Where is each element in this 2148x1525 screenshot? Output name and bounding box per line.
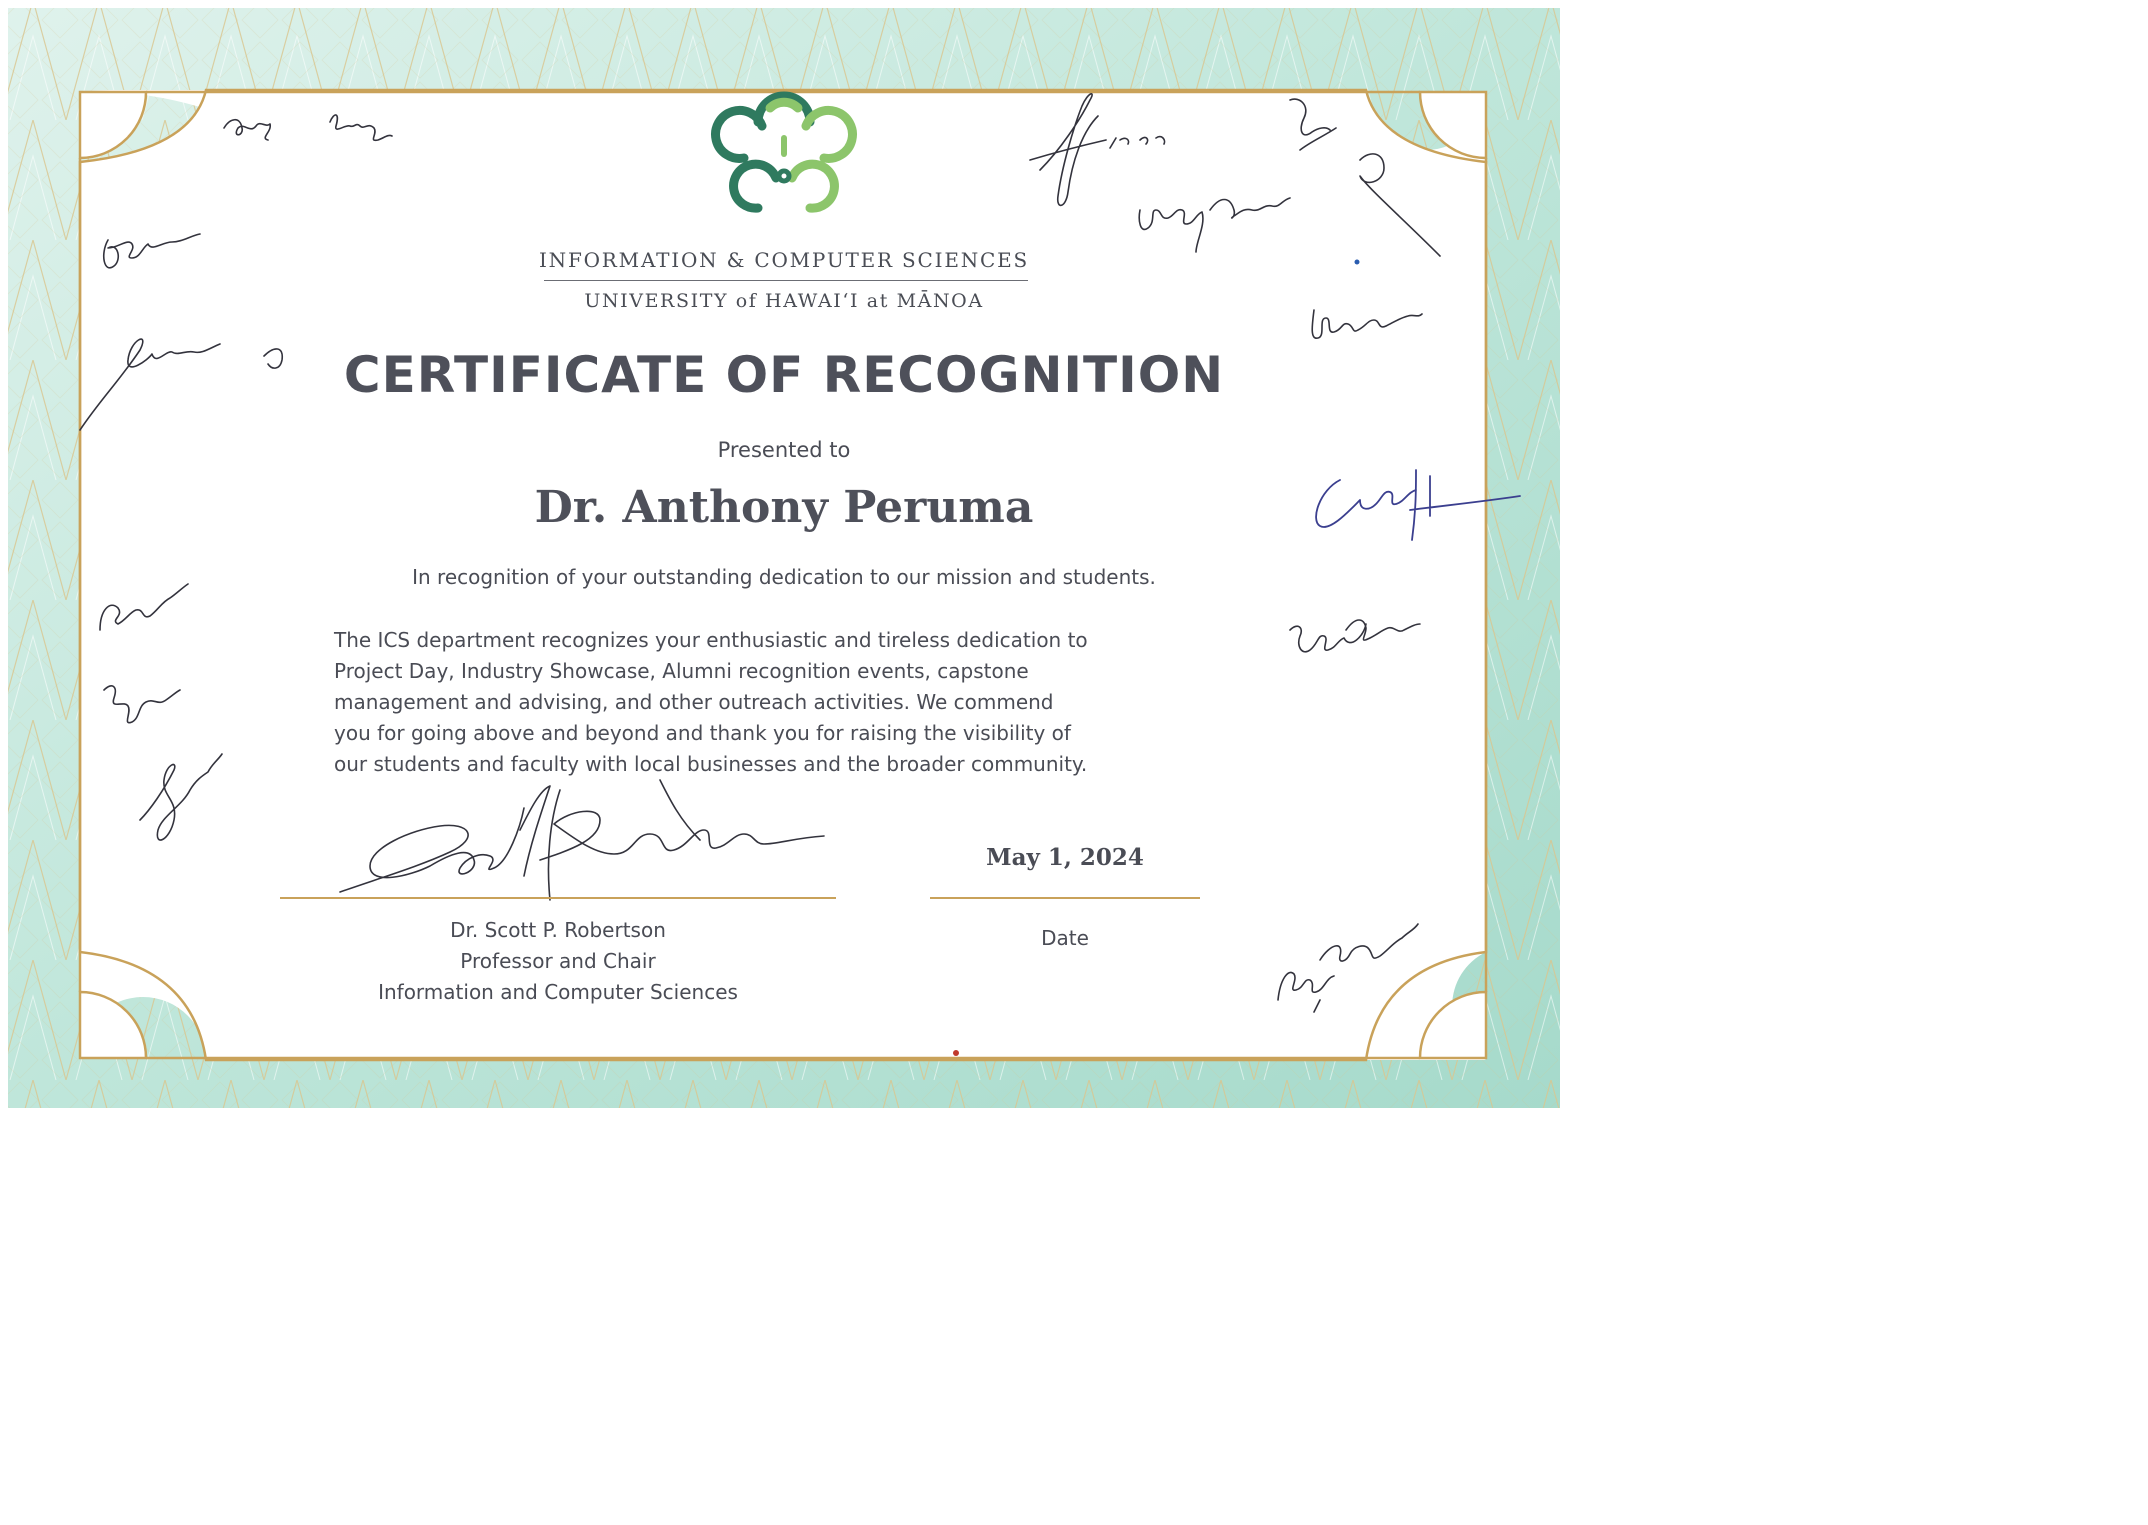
signatory-title: Professor and Chair bbox=[460, 949, 656, 973]
body-line: our students and faculty with local businesses and the broader community. bbox=[334, 752, 1088, 776]
body-line: you for going above and beyond and thank you for raising the visibility of bbox=[334, 721, 1071, 745]
signatory-department: Information and Computer Sciences bbox=[378, 980, 738, 1004]
header-divider bbox=[544, 280, 1028, 281]
red-ink-mark bbox=[953, 1050, 959, 1056]
signatory-name: Dr. Scott P. Robertson bbox=[450, 918, 666, 942]
recipient-name: Dr. Anthony Peruma bbox=[534, 482, 1034, 533]
presented-to-label: Presented to bbox=[717, 438, 851, 462]
body-line: The ICS department recognizes your enthusiastic and tireless dedication to bbox=[334, 628, 1088, 652]
date-label: Date bbox=[1041, 926, 1089, 950]
body-line: management and advising, and other outreach activities. We commend bbox=[334, 690, 1054, 714]
signature-line bbox=[280, 897, 836, 899]
body-line: Project Day, Industry Showcase, Alumni recognition events, capstone bbox=[334, 659, 1029, 683]
date-value: May 1, 2024 bbox=[986, 844, 1144, 871]
signatory-block bbox=[280, 915, 836, 1008]
date-line bbox=[930, 897, 1200, 899]
department-name: INFORMATION & COMPUTER SCIENCES bbox=[538, 248, 1030, 272]
certificate-title: CERTIFICATE OF RECOGNITION bbox=[343, 346, 1225, 404]
university-name: UNIVERSITY of HAWAI‘I at MĀNOA bbox=[584, 290, 984, 312]
certificate-body bbox=[334, 625, 1264, 780]
recognition-line: In recognition of your outstanding dedication to our mission and students. bbox=[412, 565, 1156, 589]
